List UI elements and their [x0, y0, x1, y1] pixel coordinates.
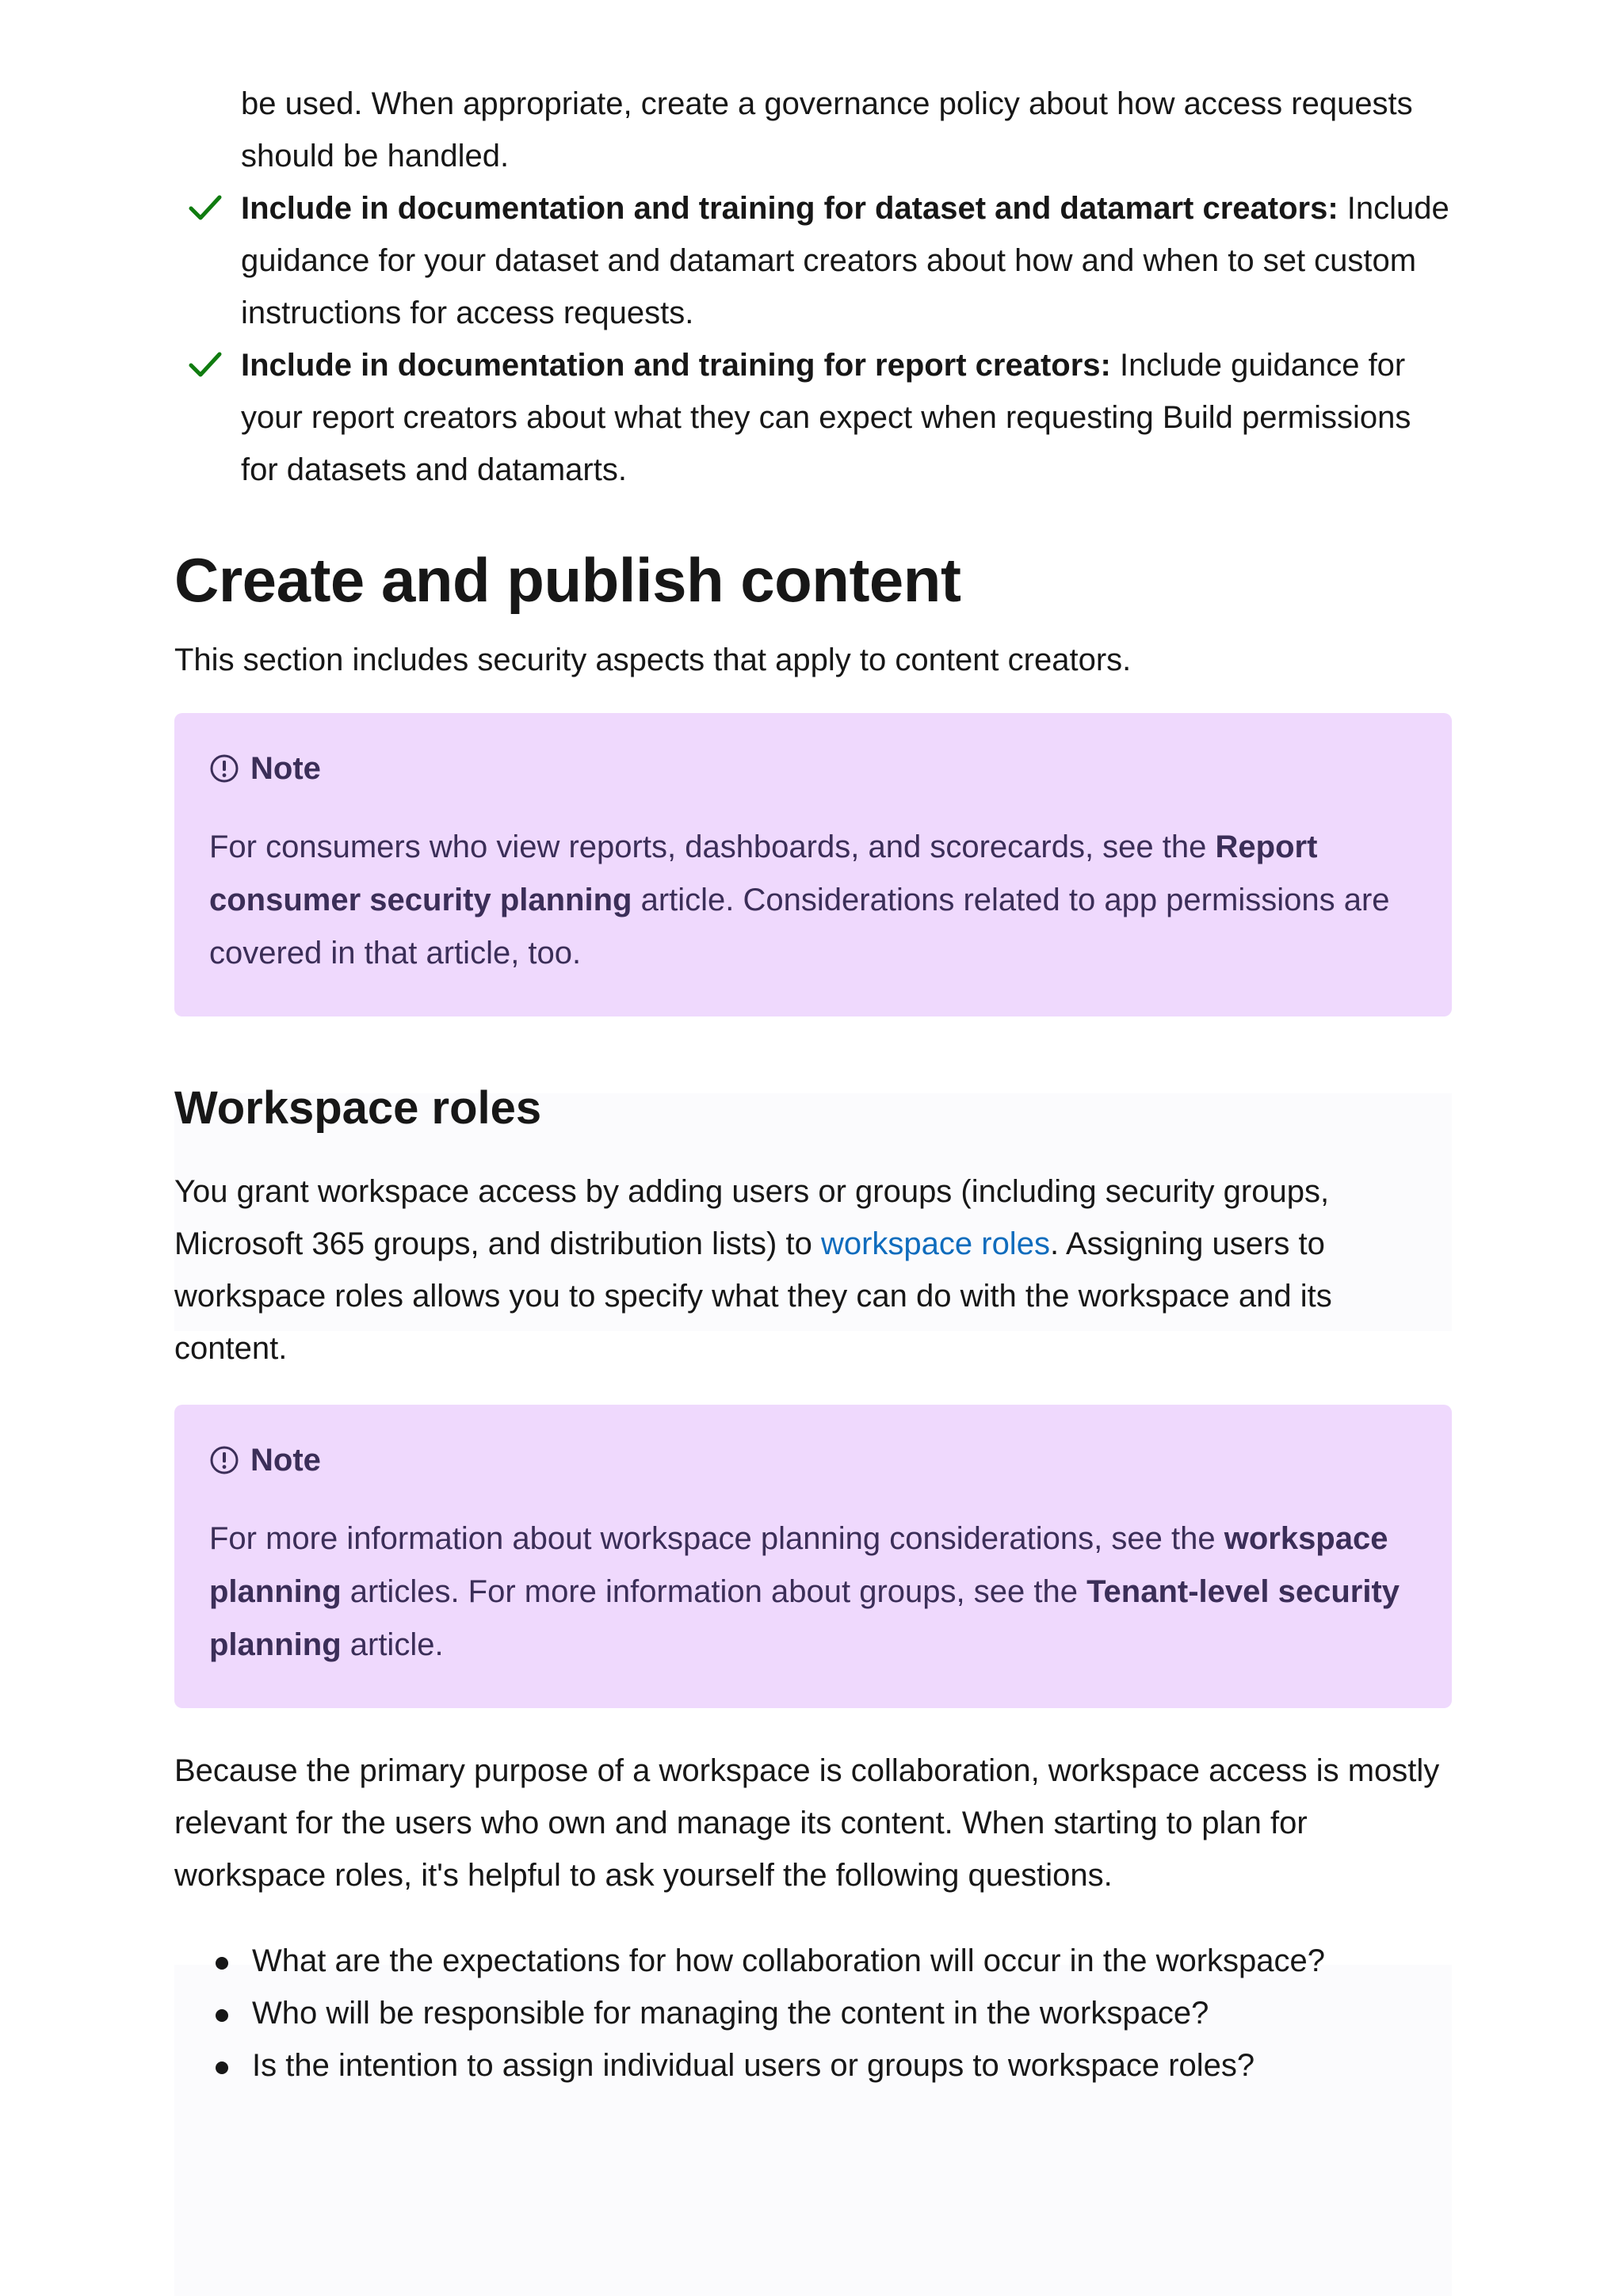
- check-icon: [189, 350, 222, 379]
- note-label: Note: [250, 751, 321, 786]
- note-text: For consumers who view reports, dashboards, and scorecards, see the: [209, 830, 1216, 864]
- check-icon: [189, 193, 222, 222]
- checklist: [174, 182, 1452, 496]
- note-text: articles. For more information about groups, see the: [341, 1574, 1087, 1609]
- note-body: [209, 1512, 1417, 1672]
- tenant-level-security-link[interactable]: Tenant-level security planning: [209, 1574, 1400, 1662]
- note-text: article.: [341, 1627, 444, 1662]
- checklist-item-text: Include guidance for your dataset and datamart creators about how and when to set custom instructions for access requests.: [241, 191, 1449, 330]
- note-callout: [174, 713, 1452, 1016]
- report-consumer-security-link[interactable]: Report consumer security planning: [209, 830, 1318, 917]
- section-intro: This section includes security aspects that apply to content creators.: [174, 643, 1132, 677]
- checklist-item-text: Include guidance for your report creators about what they can expect when requesting Build permissions for datasets and datamarts.: [241, 348, 1411, 487]
- questions-list: [174, 1935, 1452, 2092]
- list-item: Who will be responsible for managing the content in the workspace?: [252, 1987, 1452, 2039]
- paragraph-text: . Assigning users to workspace roles allows you to specify what they can do with the workspace and its content.: [174, 1226, 1332, 1366]
- workspace-planning-link[interactable]: workspace planning: [209, 1521, 1388, 1609]
- section-title: Create and publish content: [174, 545, 961, 615]
- workspace-roles-link[interactable]: workspace roles: [820, 1226, 1050, 1261]
- collaboration-paragraph: Because the primary purpose of a workspace is collaboration, workspace access is mostly relevant for the users who own and manage its content. When starting to plan for workspace roles, it's helpful to ask yourself the following questions.: [174, 1753, 1440, 1893]
- intro-continuation: be used. When appropriate, create a governance policy about how access requests should be handled.: [241, 86, 1413, 174]
- checklist-item-title: Include in documentation and training for report creators:: [241, 348, 1111, 383]
- list-item: Is the intention to assign individual users or groups to workspace roles?: [252, 2039, 1452, 2092]
- workspace-roles-paragraph: [174, 1165, 1452, 1375]
- note-header: [209, 1440, 1417, 1481]
- workspace-roles-heading: Workspace roles: [174, 1082, 542, 1134]
- note-callout: [174, 1405, 1452, 1708]
- info-icon: [209, 753, 239, 784]
- list-item: What are the expectations for how collaboration will occur in the workspace?: [252, 1935, 1452, 1987]
- checklist-item: [174, 339, 1452, 496]
- article-content: [174, 78, 1452, 2092]
- note-label: Note: [250, 1443, 321, 1478]
- paragraph-text: You grant workspace access by adding users or groups (including security groups, Microsoft 365 groups, and distribution lists) to: [174, 1174, 1330, 1261]
- checklist-item-title: Include in documentation and training for dataset and datamart creators:: [241, 191, 1338, 226]
- note-text: article. Considerations related to app permissions are covered in that article, too.: [209, 883, 1390, 971]
- note-body: [209, 821, 1417, 980]
- checklist-item: [174, 182, 1452, 339]
- info-icon: [209, 1445, 239, 1475]
- note-header: [209, 748, 1417, 789]
- note-text: For more information about workspace planning considerations, see the: [209, 1521, 1224, 1556]
